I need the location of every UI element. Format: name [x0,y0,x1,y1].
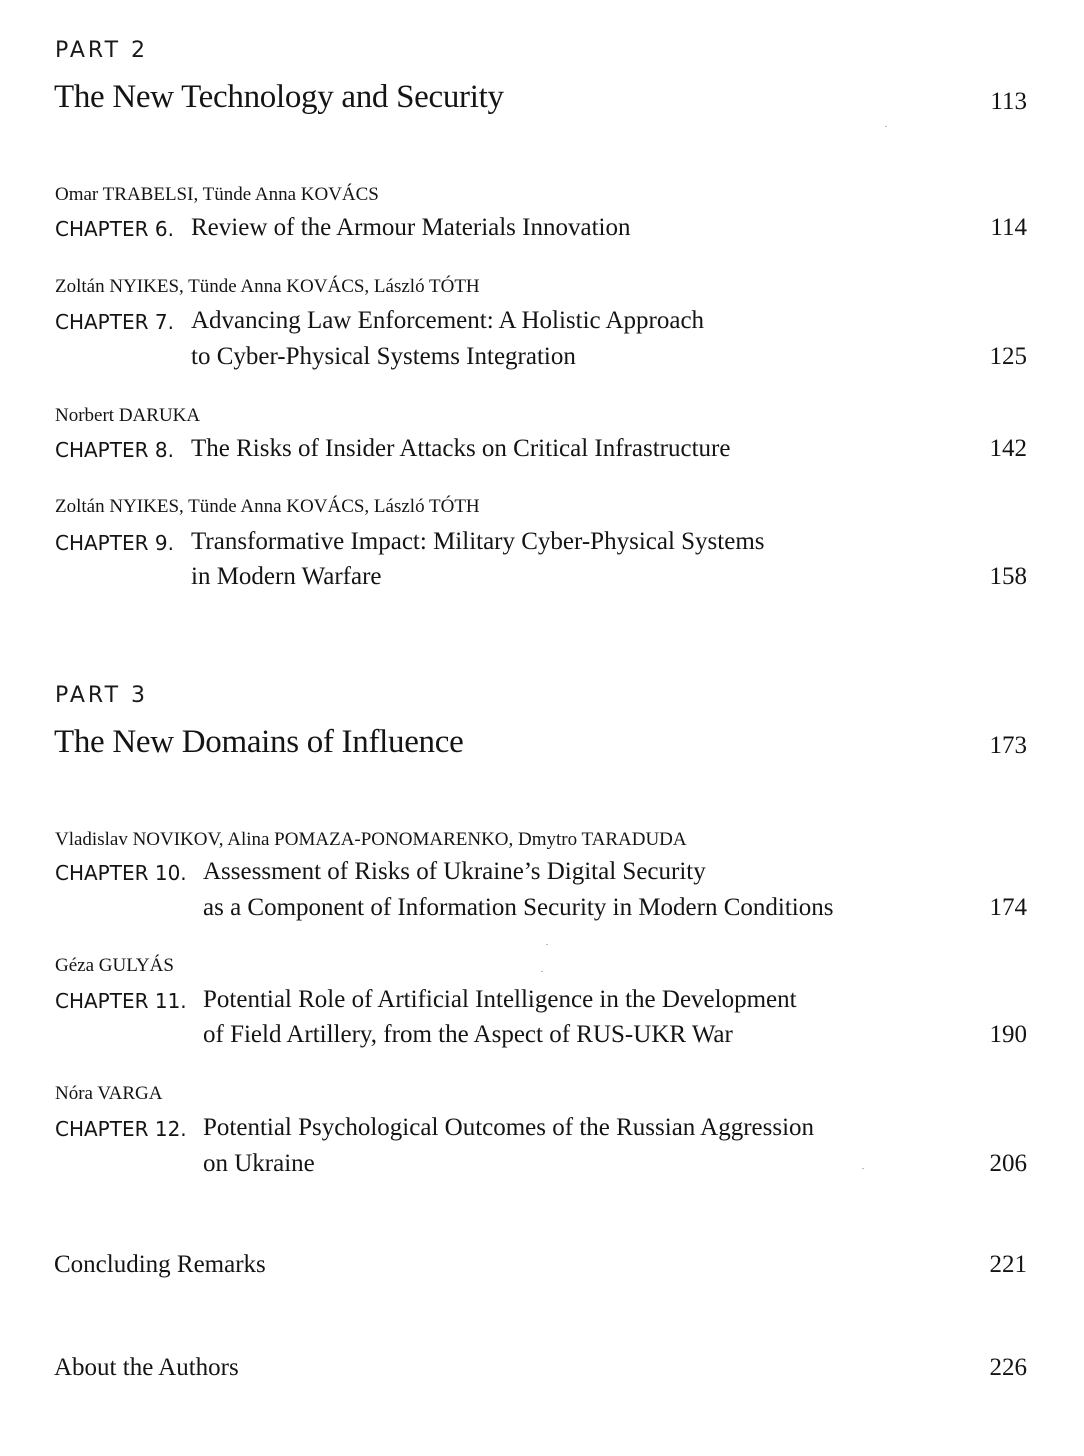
back-matter-page-number: 221 [989,1251,1027,1278]
back-matter-page-number: 226 [989,1354,1027,1381]
chapter-title: Potential Psychological Outcomes of the Russian Aggression [203,1114,815,1141]
chapter-page-number: 142 [989,435,1027,462]
chapter-title: The Risks of Insider Attacks on Critical Infrastructure [191,435,731,462]
scan-speck [541,971,543,972]
chapter-number: CHAPTER 11. [55,989,187,1013]
part-label: PART 2 [55,38,149,63]
chapter-authors: Omar TRABELSI, Tünde Anna KOVÁCS [55,184,379,205]
chapter-title: Advancing Law Enforcement: A Holistic Approach [191,307,705,334]
scan-speck [885,126,887,127]
chapter-title-continuation: to Cyber-Physical Systems Integration [191,343,576,370]
scan-speck [862,1168,864,1169]
chapter-title-continuation: as a Component of Information Security in Modern Conditions [203,894,834,921]
chapter-title-continuation: of Field Artillery, from the Aspect of RUS-UKR War [203,1021,733,1048]
chapter-page-number: 190 [989,1021,1027,1048]
chapter-page-number: 174 [989,894,1027,921]
chapter-number: CHAPTER 7. [55,310,174,334]
chapter-authors: Zoltán NYIKES, Tünde Anna KOVÁCS, László TÓTH [55,496,480,517]
chapter-page-number: 206 [989,1150,1027,1177]
chapter-authors: Norbert DARUKA [55,405,201,426]
part-page-number: 173 [989,732,1027,759]
chapter-page-number: 114 [990,214,1027,241]
scan-speck [546,944,548,945]
chapter-title-continuation: in Modern Warfare [191,563,382,590]
part-page-number: 113 [990,88,1027,115]
chapter-number: CHAPTER 8. [55,438,174,462]
chapter-title-continuation: on Ukraine [203,1150,315,1177]
chapter-number: CHAPTER 10. [55,861,187,885]
chapter-authors: Nóra VARGA [55,1083,163,1104]
chapter-number: CHAPTER 9. [55,531,174,555]
part-label: PART 3 [55,683,149,708]
chapter-title: Review of the Armour Materials Innovation [191,214,631,241]
chapter-page-number: 125 [989,343,1027,370]
chapter-authors: Zoltán NYIKES, Tünde Anna KOVÁCS, László TÓTH [55,276,480,297]
chapter-page-number: 158 [989,563,1027,590]
chapter-title: Potential Role of Artificial Intelligence in the Development [203,986,797,1013]
chapter-title: Assessment of Risks of Ukraine’s Digital Security [203,858,706,885]
back-matter-title: Concluding Remarks [54,1251,266,1278]
back-matter-title: About the Authors [54,1354,239,1381]
chapter-number: CHAPTER 6. [55,217,174,241]
part-title: The New Domains of Influence [54,724,464,760]
chapter-title: Transformative Impact: Military Cyber-Physical Systems [191,528,765,555]
part-title: The New Technology and Security [54,79,504,115]
chapter-authors: Vladislav NOVIKOV, Alina POMAZA-PONOMARENKO, Dmytro TARADUDA [55,829,687,850]
chapter-number: CHAPTER 12. [55,1117,187,1141]
chapter-authors: Géza GULYÁS [55,955,174,976]
